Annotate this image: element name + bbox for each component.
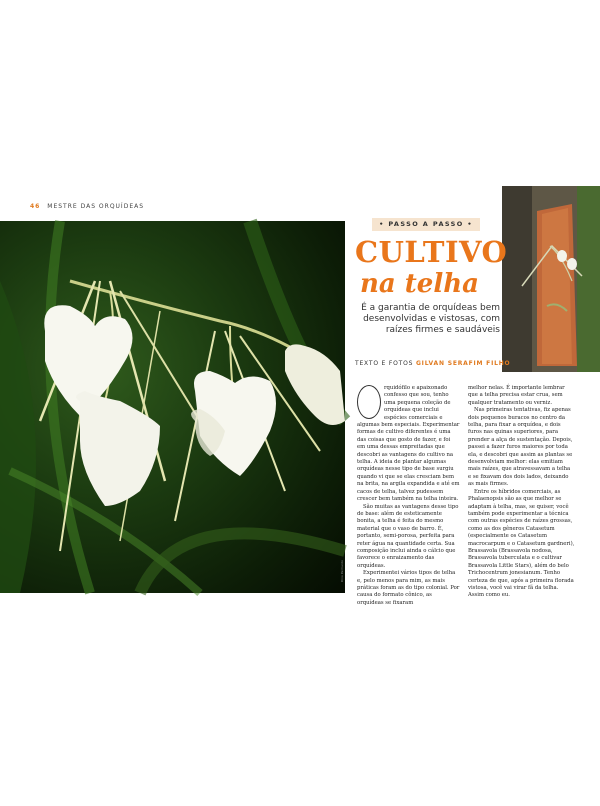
photo-caption: Orquídeas com raízes grossas, como a Brassavola Little Stars, são perfeitas para serem cultivadas em telhas xyxy=(30,786,169,805)
drop-cap-o xyxy=(357,385,381,419)
paragraph: Nas primeiras tentativas, fiz apenas dois pequenos buracos no centro da telha, para fixar a orquídea, e dois furos nas quinas superiores, para prender a alça de sustentação. Depois, passei a fazer furos maiores por toda ela, e descobri que assim as plantas se desenvolviam melhor: elas emitiam mais raízes, que atravessavam a telha e se fixavam dos dois lados, deixando as mais firmes. xyxy=(468,407,573,488)
photo-credit: Dino Panhardo xyxy=(340,560,344,582)
page-number: 46 xyxy=(30,203,41,210)
tile-illustration xyxy=(502,186,600,372)
title-line-1: CULTIVO xyxy=(355,235,508,269)
orchid-photo xyxy=(0,221,345,805)
byline xyxy=(355,360,510,367)
tile-orchid-photo xyxy=(502,186,600,372)
paragraph: Experimentei vários tipos de telha e, pelo menos para mim, as mais práticas foram as do tipo colonial. Por causa do formato cônico, as orquídeas se fixaram xyxy=(357,570,460,606)
section-name: MESTRE DAS ORQUÍDEAS xyxy=(47,203,145,210)
body-column-2 xyxy=(468,385,575,600)
section-tag: • PASSO A PASSO • xyxy=(372,218,480,231)
orchid-illustration xyxy=(0,221,345,593)
body-column-1 xyxy=(357,385,460,607)
paragraph: Entre os híbridos comerciais, as Phalaenopsis são as que melhor se adaptam à telha, mas, se quiser, você também pode experimentar a técnica com outras espécies de raízes grossas, como as dos gêneros Catasetum (especialmente os Catasetum macrocarpum e o Catasetum gardneri), Brassavola (Brassavola nodosa, Brassavola tuberculata e o cultivar Brassavola Little Stars), além do belo Trichocentrum jonesianum. Tenho certeza de que, após a primeira florada vistosa, você vai virar fã da telha. Assim como eu. xyxy=(468,488,575,599)
byline-author: GILVAN SERAFIM FILHO xyxy=(415,360,511,367)
paragraph: melhor nelas. É importante lembrar que a telha precisa estar crua, sem qualquer tratamento ou verniz. xyxy=(468,385,565,406)
article-subtitle: É a garantia de orquídeas bem desenvolvidas e vistosas, com raízes firmes e saudáveis xyxy=(361,303,500,335)
paragraph: São muitas as vantagens desse tipo de base: além de esteticamente bonita, a telha é feita do mesmo material que o vaso de barro. É, portanto, semi-porosa, perfeita para reter água na quantidade certa. Sua composição inclui ainda o cálcio que favorece o enraizamento das orquídeas. xyxy=(357,503,459,569)
running-header xyxy=(30,203,144,210)
title-line-2: na telha xyxy=(360,269,479,299)
paragraph: rquidófilo e apaixonado confesso que sou, tenho uma pequena coleção de orquídeas que inclui espécies comerciais e algumas bem especiais. Experimentar formas de cultivo diferentes é uma das coisas que gosto de fazer, e foi em uma dessas empreitadas que descobri as vantagens do cultivo na telha. A ideia de plantar algumas orquídeas nesse tipo de base surgiu quando vi que se elas cresciam bem na brita, na argila expandida e até em cacos de telha, talvez pudessem crescer bem também na telha inteira. xyxy=(357,385,460,503)
byline-prefix: TEXTO E FOTOS xyxy=(355,360,414,367)
